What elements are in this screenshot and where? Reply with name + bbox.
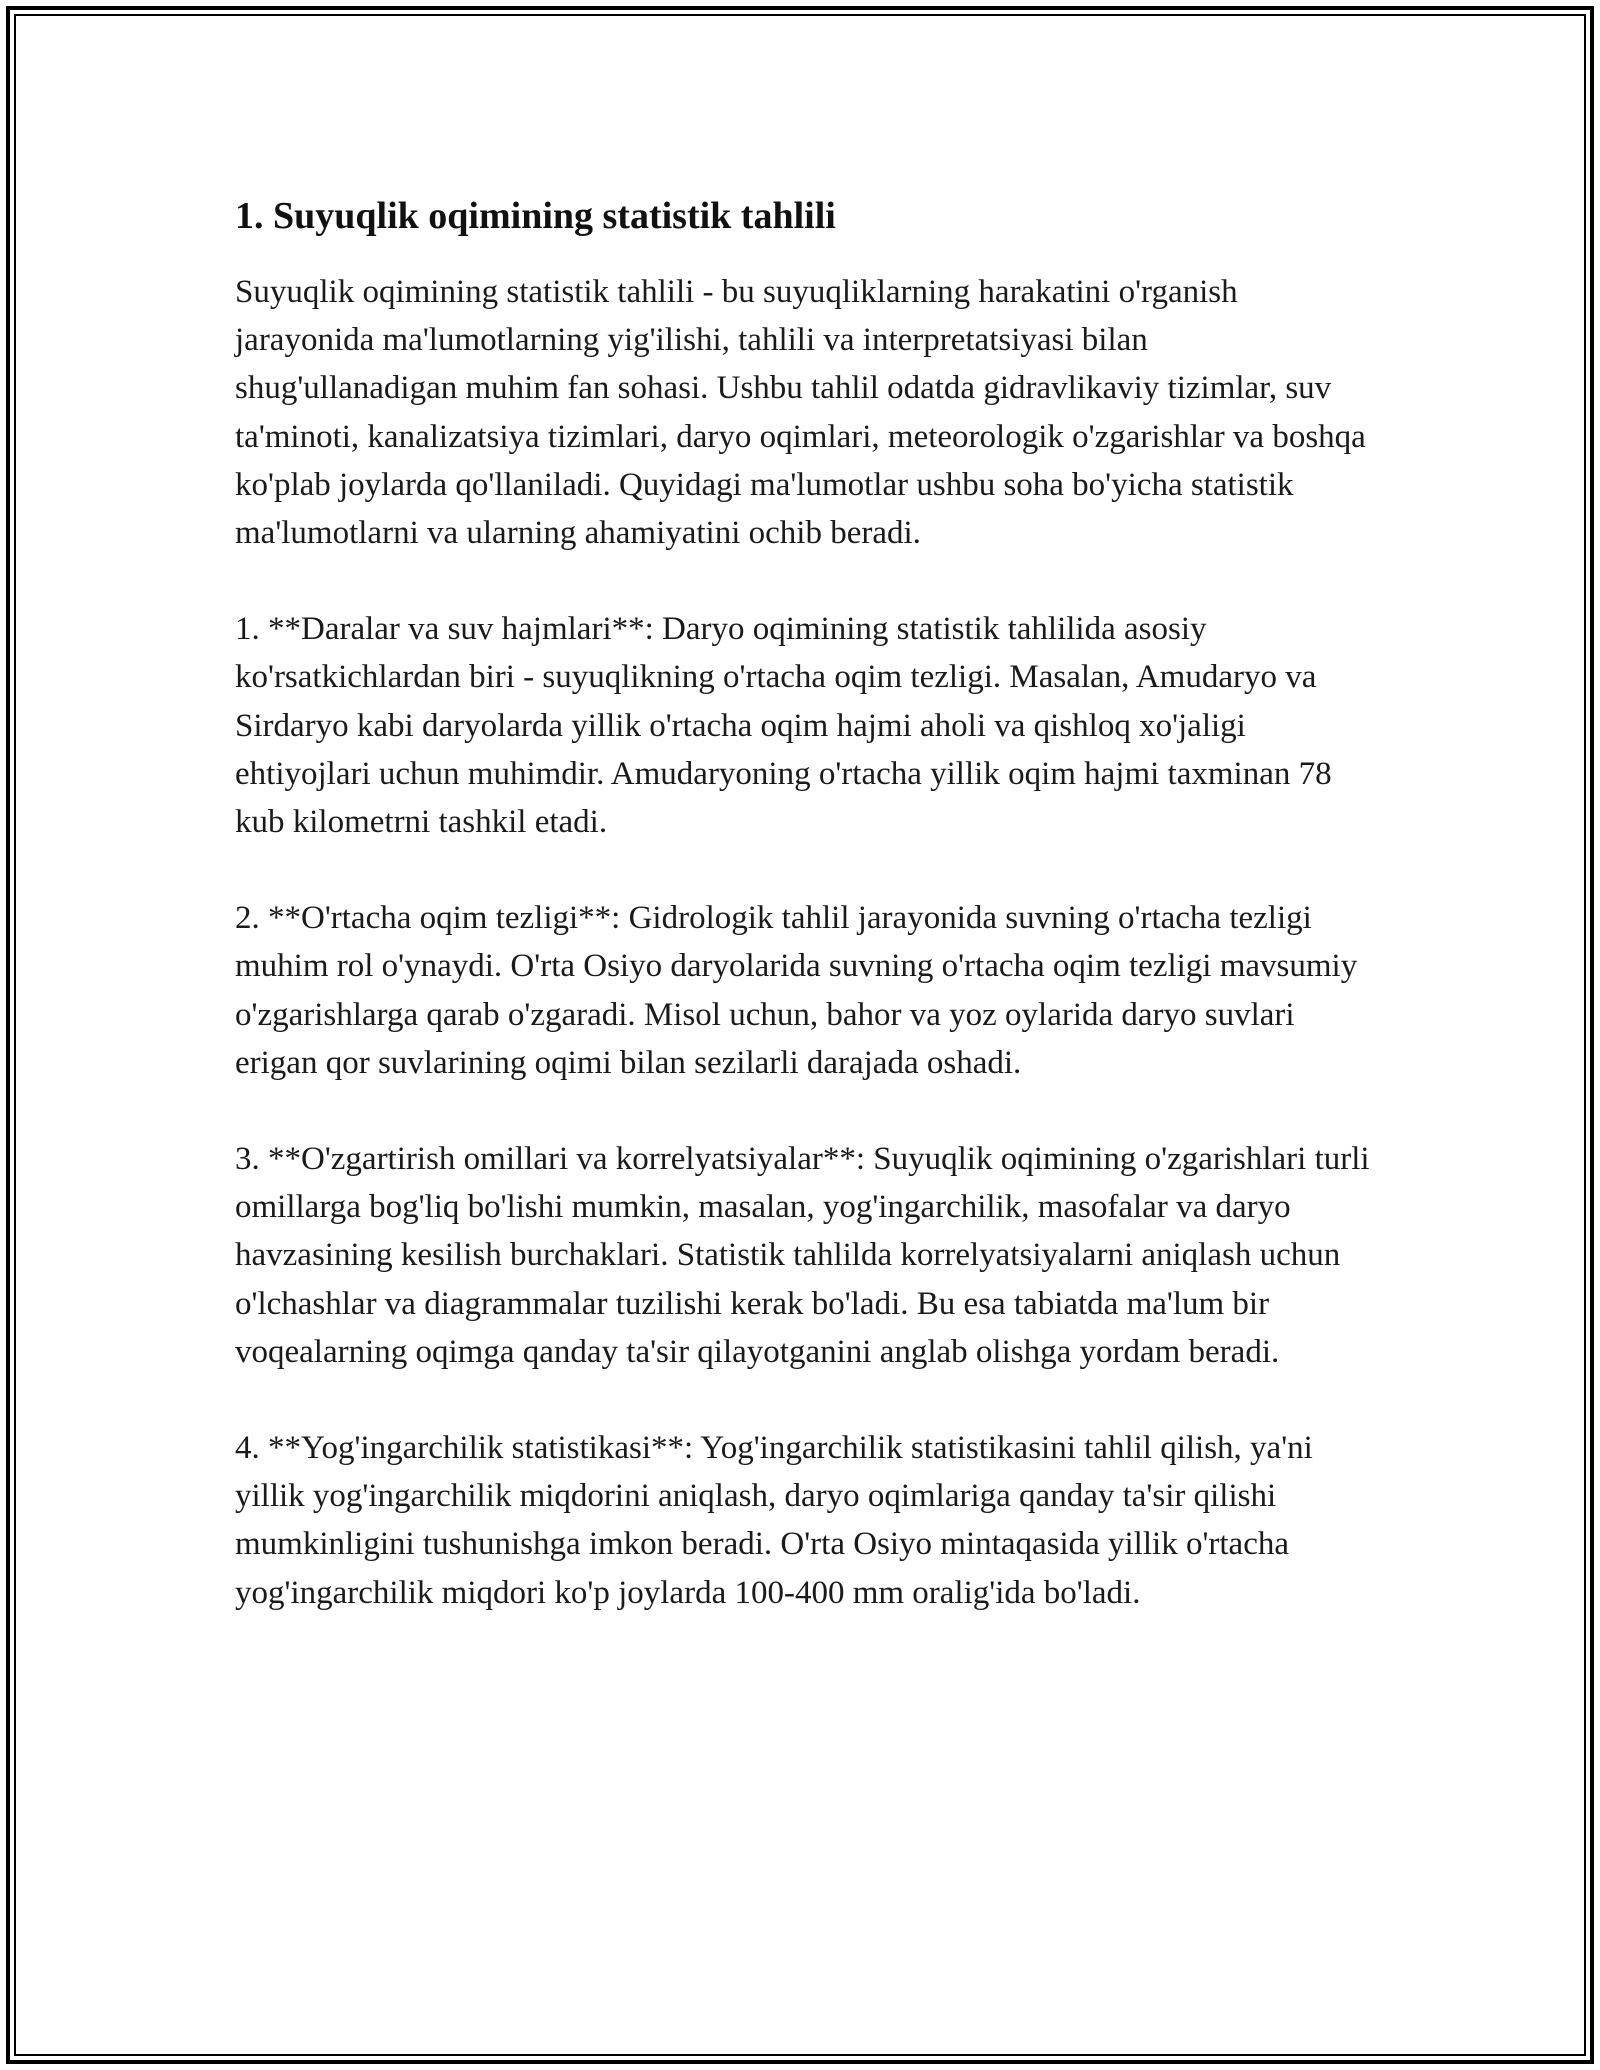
paragraph-ortacha-oqim: 2. **O'rtacha oqim tezligi**: Gidrologik tahlil jarayonida suvning o'rtacha tezligi muhim rol o'ynaydi. O'rta Osiyo daryolarida suvning o'rtacha oqim tezligi mavsumiy o'zgarishlarga qarab o'zgaradi. Misol uchun, bahor va yoz oylarida daryo suvlari erigan qor suvlarining oqimi bilan sezilarli darajada oshadi. <box>235 900 1358 1081</box>
paragraph-yogingarchilik: 4. **Yog'ingarchilik statistikasi**: Yog'ingarchilik statistikasini tahlil qilish, ya'ni yillik yog'ingarchilik miqdorini aniqlash, daryo oqimlariga qanday ta'sir qilishi mumkinligini tushunishga imkon beradi. O'rta Osiyo mintaqasida yillik o'rtacha yog'ingarchilik miqdori ko'p joylarda 100-400 mm oralig'ida bo'ladi. <box>235 1430 1313 1611</box>
intro-paragraph: Suyuqlik oqimining statistik tahlili - bu suyuqliklarning harakatini o'rganish jarayonida ma'lumotlarning yig'ilishi, tahlili va interpretatsiyasi bilan shug'ullanadigan muhim fan sohasi. Ushbu tahlil odatda gidravlikaviy tizimlar, suv ta'minoti, kanalizatsiya tizimlari, daryo oqimlari, meteorologik o'zgarishlar va boshqa ko'plab joylarda qo'llaniladi. Quyidagi ma'lumotlar ushbu soha bo'yicha statistik ma'lumotlarni va ularning ahamiyatini ochib beradi. <box>235 274 1366 552</box>
document-title: 1. Suyuqlik oqimining statistik tahlili <box>235 195 836 237</box>
paragraph-daralar: 1. **Daralar va suv hajmlari**: Daryo oqimining statistik tahlilida asosiy ko'rsatkichlardan biri - suyuqlikning o'rtacha oqim tezligi. Masalan, Amudaryo va Sirdaryo kabi daryolarda yillik o'rtacha oqim hajmi aholi va qishloq xo'jaligi ehtiyojlari uchun muhimdir. Amudaryoning o'rtacha yillik oqim hajmi taxminan 78 kub kilometrni tashkil etadi. <box>235 611 1332 841</box>
document-body <box>235 188 1375 1665</box>
paragraph-ozgartirish: 3. **O'zgartirish omillari va korrelyatsiyalar**: Suyuqlik oqimining o'zgarishlari turli omillarga bog'liq bo'lishi mumkin, masalan, yog'ingarchilik, masofalar va daryo havzasining kesilish burchaklari. Statistik tahlilda korrelyatsiyalarni aniqlash uchun o'lchashlar va diagrammalar tuzilishi kerak bo'ladi. Bu esa tabiatda ma'lum bir voqealarning oqimga qanday ta'sir qilayotganini anglab olishga yordam beradi. <box>235 1141 1370 1370</box>
